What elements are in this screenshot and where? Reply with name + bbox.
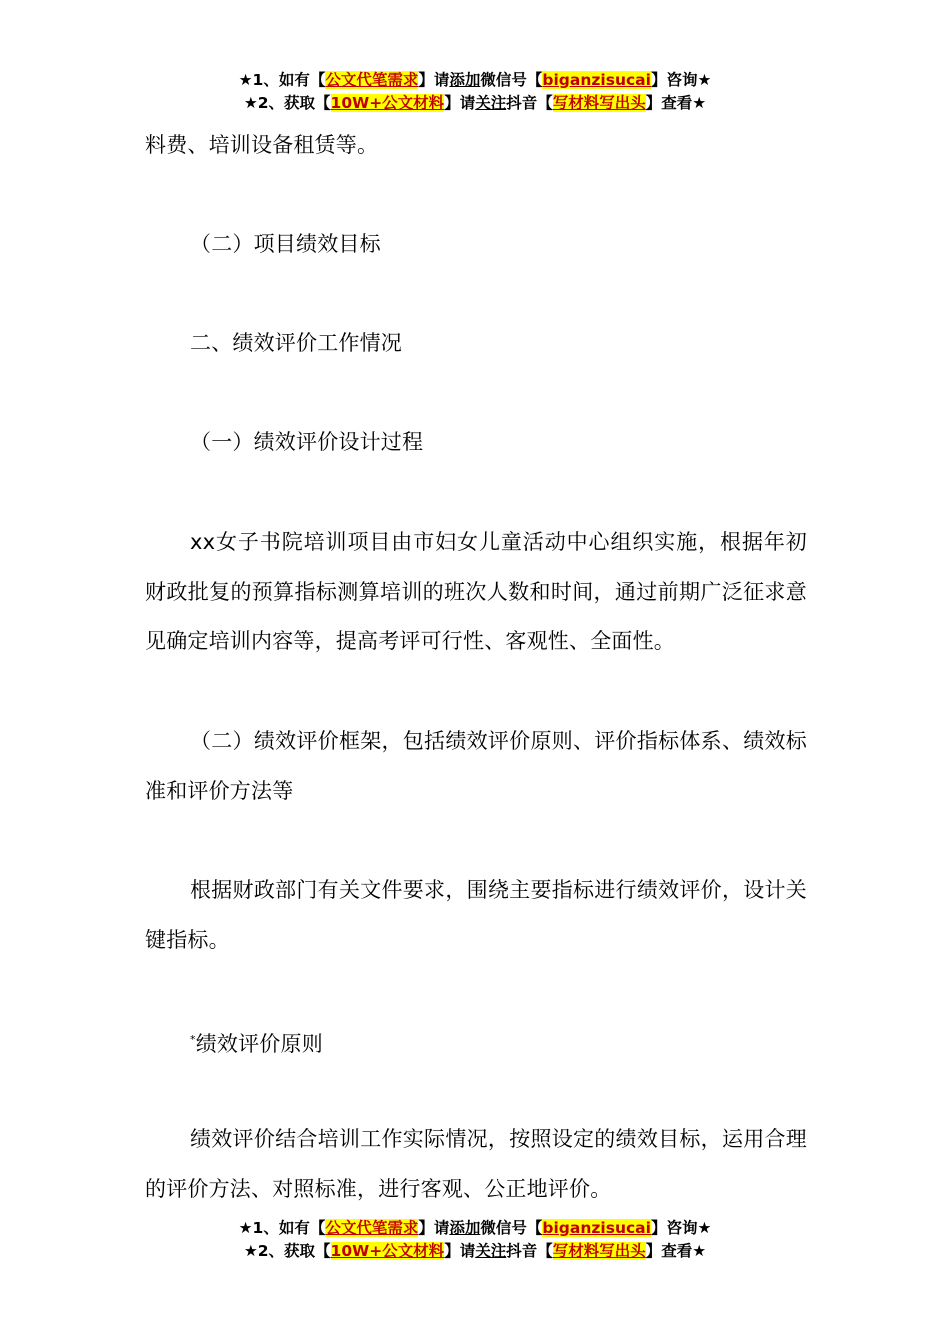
banner-line-1: ★1、如有【公文代笔需求】请添加微信号【biganzisucai】咨询★	[238, 1219, 712, 1237]
paragraph-continuation: 料费、培训设备租赁等。	[145, 133, 379, 157]
heading-project-performance-goals: （二）项目绩效目标	[190, 232, 381, 256]
paragraph-principles-detail: 绩效评价结合培训工作实际情况，按照设定的绩效目标，运用合理的评价方法、对照标准，进行客观、公正地评价。	[145, 1127, 807, 1201]
heading-evaluation-framework: （二）绩效评价框架，包括绩效评价原则、评价指标体系、绩效标准和评价方法等	[145, 729, 807, 803]
heading-evaluation-principles: *绩效评价原则	[190, 1032, 323, 1056]
banner-line-1: ★1、如有【公文代笔需求】请添加微信号【biganzisucai】咨询★	[238, 71, 712, 89]
banner-highlight-service: 公文代笔需求	[325, 1219, 419, 1237]
banner-highlight-douyin: 写材料写出头	[552, 94, 646, 112]
banner-highlight-materials: 10W+公文材料	[330, 94, 445, 112]
paragraph-key-indicators: 根据财政部门有关文件要求，围绕主要指标进行绩效评价，设计关键指标。	[145, 878, 807, 952]
banner-line-2: ★2、获取【10W+公文材料】请关注抖音【写材料写出头】查看★	[243, 94, 707, 112]
top-banner	[0, 69, 950, 115]
banner-highlight-douyin: 写材料写出头	[552, 1242, 646, 1260]
heading-evaluation-work: 二、绩效评价工作情况	[190, 331, 402, 355]
bottom-banner	[0, 1217, 950, 1263]
banner-highlight-wechat-id: biganzisucai	[542, 71, 651, 89]
banner-highlight-materials: 10W+公文材料	[330, 1242, 445, 1260]
banner-highlight-service: 公文代笔需求	[325, 71, 419, 89]
banner-line-2: ★2、获取【10W+公文材料】请关注抖音【写材料写出头】查看★	[243, 1242, 707, 1260]
heading-evaluation-design: （一）绩效评价设计过程	[190, 430, 424, 454]
banner-highlight-wechat-id: biganzisucai	[542, 1219, 651, 1237]
paragraph-design-process: xx女子书院培训项目由市妇女儿童活动中心组织实施，根据年初财政批复的预算指标测算培训的班次人数和时间，通过前期广泛征求意见确定培训内容等，提高考评可行性、客观性、全面性。	[145, 530, 807, 653]
asterisk-marker: *	[190, 1033, 196, 1046]
